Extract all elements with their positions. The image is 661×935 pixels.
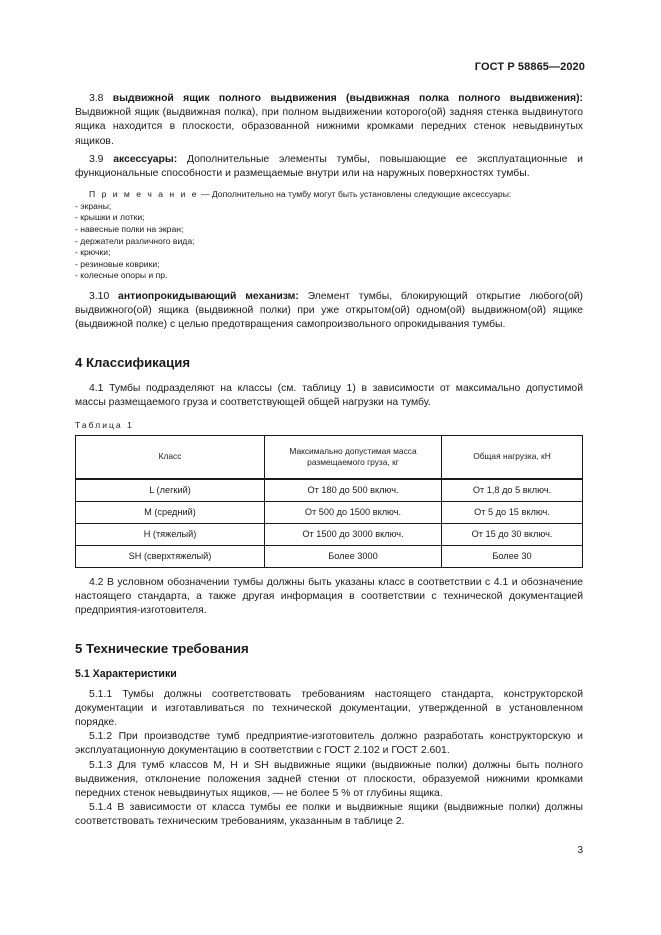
- section-5-title: 5 Технические требования: [75, 640, 249, 656]
- paragraph-4-2: 4.2 В условном обозначении тумбы должны быть указаны класс в соответствии с 4.1 и обозначение настоящего стандарта, а также другая информация в соответствии с технической документацией предприятия-изготовителя.: [75, 576, 583, 617]
- cell-class: SH (сверхтяжелый): [76, 545, 265, 567]
- standard-header: ГОСТ Р 58865—2020: [474, 61, 585, 73]
- def-num: 3.10: [89, 290, 110, 302]
- definition-3-10: [75, 290, 583, 333]
- page-content: [75, 92, 583, 830]
- def-text: Элемент тумбы, блокирующий открытие любого(ой) выдвижного(ой) ящика (выдвижной полки) при уже открытом(ой) одном(ой) выдвижном(ой) ящике (выдвижной полке) с целью предотвращения самопроизвольного опрокидывания тумбы.: [75, 290, 583, 331]
- cell-class: L (легкий): [76, 479, 265, 502]
- cell-mass: Более 3000: [265, 545, 442, 567]
- def-term: антиопрокидывающий механизм:: [118, 290, 299, 302]
- cell-mass: От 1500 до 3000 включ.: [265, 523, 442, 545]
- table-row: [76, 501, 583, 523]
- paragraph-4-1: 4.1 Тумбы подразделяют на классы (см. таблицу 1) в зависимости от максимально допустимой массы размещаемого груза и соответствующей общей нагрузки на тумбу.: [75, 382, 583, 408]
- subsection-5-1-title: 5.1 Характеристики: [75, 667, 177, 680]
- section-4-title: 4 Классификация: [75, 354, 191, 370]
- note-text: — Дополнительно на тумбу могут быть установлены следующие аксессуары:: [198, 189, 512, 200]
- note: [75, 189, 583, 201]
- def-term: выдвижной ящик полного выдвижения (выдвижная полка полного выдвижения):: [112, 93, 584, 104]
- table-caption: Таблица 1: [75, 419, 134, 430]
- classification-table: [75, 435, 583, 568]
- note-label: П р и м е ч а н и е: [89, 189, 199, 200]
- definition-3-9: [75, 153, 583, 181]
- cell-load: Более 30: [442, 545, 583, 567]
- paragraph-5-1-4: 5.1.4 В зависимости от класса тумбы ее полки и выдвижные ящики (выдвижные полки) должны соответствовать техническим требованиям, указанным в таблице 2.: [75, 802, 583, 828]
- cell-load: От 5 до 15 включ.: [442, 501, 583, 523]
- cell-mass: От 180 до 500 включ.: [265, 479, 442, 502]
- cell-load: От 15 до 30 включ.: [442, 523, 583, 545]
- paragraph-5-1-3: 5.1.3 Для тумб классов M, H и SH выдвижные ящики (выдвижные полки) должны быть полного выдвижения, отклонение положения задней стенки от плоскости, образуемой нижними кромками передних стенок невыдвинутых ящиков, — не более 5 % от глубины ящика.: [75, 759, 583, 800]
- def-text: Выдвижной ящик (выдвижная полка), при полном выдвижении которого(ой) задняя стенка выдвинутого ящика находится в плоскости, образованной нижними кромками передних стенок невыдвинутых ящиков.: [75, 107, 583, 147]
- cell-class: H (тяжелый): [76, 523, 265, 545]
- cell-class: M (средний): [76, 501, 265, 523]
- header-total-load: Общая нагрузка, кН: [442, 435, 583, 479]
- table-row: [76, 479, 583, 502]
- table-row: [76, 523, 583, 545]
- table-header-row: [76, 435, 583, 479]
- def-num: 3.8: [89, 93, 104, 104]
- def-text: Дополнительные элементы тумбы, повышающие ее эксплуатационные и функциональные способности и размещаемые внутри или на наружных поверхностях тумбы.: [75, 153, 583, 180]
- cell-mass: От 500 до 1500 включ.: [265, 501, 442, 523]
- header-class: Класс: [76, 435, 265, 479]
- paragraph-5-1-1: 5.1.1 Тумбы должны соответствовать требованиям настоящего стандарта, конструкторской документации и изготавливаться по технической документации, утвержденной в установленном порядке.: [75, 688, 583, 728]
- page-number: 3: [577, 845, 583, 856]
- accessory-list: [75, 201, 583, 282]
- list-item: - экраны;: [75, 200, 112, 211]
- list-item: - резиновые коврики;: [75, 258, 160, 269]
- def-num: 3.9: [89, 153, 104, 165]
- definition-3-8: [75, 92, 583, 149]
- paragraph-5-1-2: 5.1.2 При производстве тумб предприятие-изготовитель должно разработать конструкторскую и эксплуатационную документацию в соответствии с ГОСТ 2.102 и ГОСТ 2.601.: [75, 731, 583, 757]
- header-max-mass: Максимально допустимая масса размещаемого груза, кг: [265, 435, 442, 479]
- def-term: аксессуары:: [113, 153, 178, 165]
- list-item: - навесные полки на экран;: [75, 224, 184, 234]
- list-item: - держатели различного вида;: [75, 235, 195, 246]
- cell-load: От 1,8 до 5 включ.: [442, 479, 583, 502]
- table-row: [76, 545, 583, 567]
- list-item: - колесные опоры и пр.: [75, 270, 168, 281]
- list-item: - крышки и лотки;: [75, 212, 145, 223]
- list-item: - крючки;: [75, 247, 111, 258]
